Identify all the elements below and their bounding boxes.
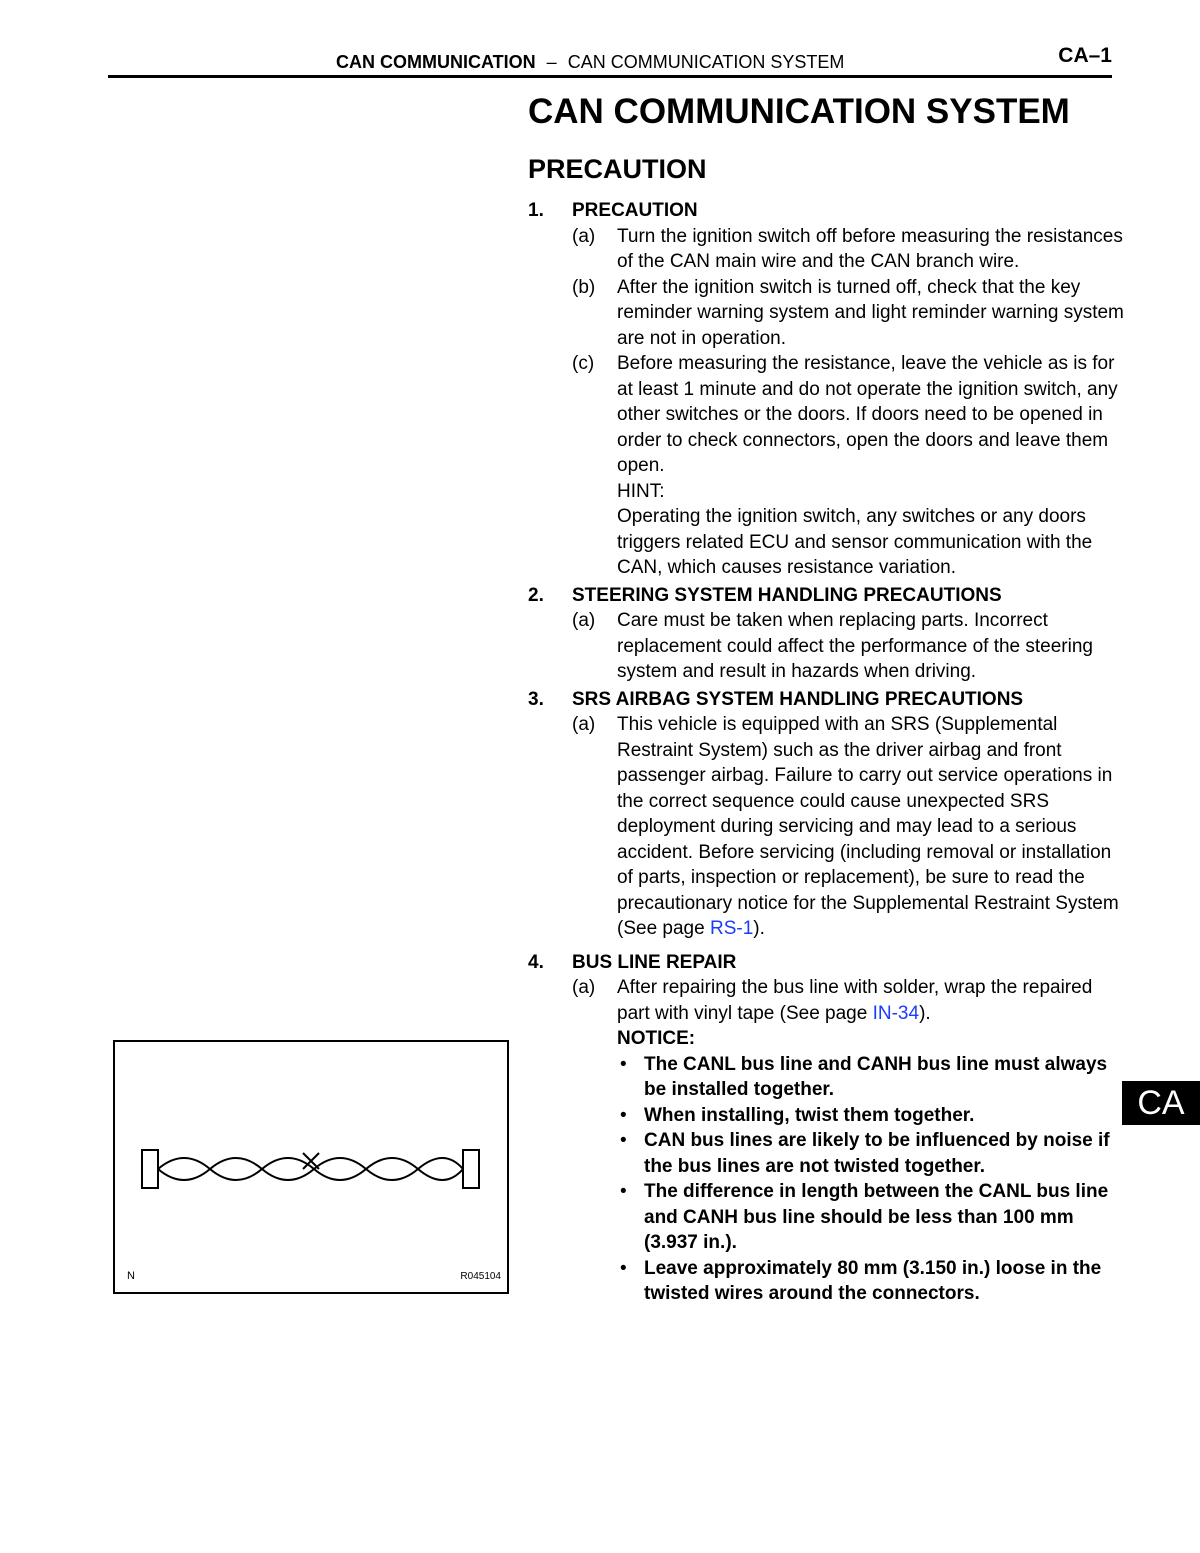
page-title: CAN COMMUNICATION SYSTEM xyxy=(528,92,1070,131)
item-marker: (a) xyxy=(572,225,596,247)
list-item xyxy=(528,224,1128,275)
item-marker: (a) xyxy=(572,714,596,735)
list-item xyxy=(528,275,1128,352)
twisted-wire-drawing xyxy=(115,1042,507,1292)
bullet-icon: • xyxy=(620,1181,627,1202)
bullet-icon: • xyxy=(620,1053,627,1075)
figure-corner-label: N xyxy=(127,1270,135,1282)
section-heading xyxy=(528,583,1128,609)
page-header xyxy=(108,40,1112,78)
section-number: 2. xyxy=(528,584,544,606)
item-text: Turn the ignition switch off before measuring the resistances of the CAN main wire and the CAN branch wire. xyxy=(617,225,1123,272)
notice-bullet xyxy=(528,1052,1128,1103)
notice-bullet xyxy=(528,1256,1128,1307)
section-title: STEERING SYSTEM HANDLING PRECAUTIONS xyxy=(572,584,1002,606)
section-number: 1. xyxy=(528,200,544,221)
hint-label: HINT: xyxy=(617,480,665,502)
header-section-bold: CAN COMMUNICATION xyxy=(336,52,536,72)
running-header xyxy=(336,52,844,73)
section-number: 4. xyxy=(528,951,544,973)
section-heading xyxy=(528,198,1128,224)
notice-bullet xyxy=(528,1179,1128,1256)
bullet-icon: • xyxy=(620,1104,627,1126)
connector-left-icon xyxy=(142,1150,158,1188)
figure-id: R045104 xyxy=(460,1271,501,1282)
item-text: Care must be taken when replacing parts. Incorrect replacement could affect the performance of the steering system and result in hazards when driving. xyxy=(617,610,1093,682)
page-link-rs-1[interactable]: RS-1 xyxy=(709,918,754,939)
header-section-rest: CAN COMMUNICATION SYSTEM xyxy=(567,52,845,72)
section-title: PRECAUTION xyxy=(572,200,698,221)
notice-bullet xyxy=(528,1128,1128,1179)
section-steering xyxy=(528,583,1128,685)
twisted-wire-figure xyxy=(113,1040,509,1294)
list-item xyxy=(528,712,1128,942)
item-marker: (c) xyxy=(572,353,595,374)
section-srs-airbag xyxy=(528,687,1128,942)
hint-text: Operating the ignition switch, any switches or any doors triggers related ECU and sensor communication with the CAN, which causes resistance variation. xyxy=(617,506,1093,578)
item-text-end: ). xyxy=(919,1002,931,1024)
list-item xyxy=(528,351,1128,479)
section-title: BUS LINE REPAIR xyxy=(572,951,737,973)
page-subtitle: PRECAUTION xyxy=(528,154,707,184)
bullet-text: The difference in length between the CANL bus line and CANH bus line should be less than 100 mm (3.937 in.). xyxy=(644,1181,1109,1253)
notice-label: NOTICE: xyxy=(617,1028,696,1049)
item-text: After repairing the bus line with solder, wrap the repaired part with vinyl tape (See page xyxy=(617,977,1093,1024)
main-content xyxy=(528,90,1128,1307)
connector-right-icon xyxy=(463,1150,479,1188)
item-text: After the ignition switch is turned off, check that the key reminder warning system and light reminder warning system are not in operation. xyxy=(617,276,1124,349)
item-text: Before measuring the resistance, leave the vehicle as is for at least 1 minute and do not operate the ignition switch, any other switches or the doors. If doors need to be opened in order to check connectors, open the doors and leave them open. xyxy=(617,353,1118,476)
page-link-in-34[interactable]: IN-34 xyxy=(872,1002,920,1024)
item-text: This vehicle is equipped with an SRS (Supplemental Restraint System) such as the driver airbag and front passenger airbag. Failure to carry out service operations in the correct sequence could cause unexpected SRS deployment during servicing and may lead to a serious accident. Before servicing (including removal or installation of parts, inspection or replacement), be sure to read the precautionary notice for the Supplemental Restraint System (See page xyxy=(617,714,1119,939)
section-number: 3. xyxy=(528,688,544,710)
notice-bullet xyxy=(528,1103,1128,1129)
item-marker: (a) xyxy=(572,610,596,631)
section-bus-line-repair xyxy=(528,950,1128,1307)
item-text-end: ). xyxy=(753,918,765,939)
bullet-icon: • xyxy=(620,1257,627,1279)
item-marker: (a) xyxy=(572,977,596,998)
section-heading xyxy=(528,950,1128,976)
bullet-text: CAN bus lines are likely to be influenced by noise if the bus lines are not twisted together. xyxy=(644,1130,1110,1177)
section-heading xyxy=(528,687,1128,713)
page-number: CA–1 xyxy=(1058,44,1112,67)
section-title: SRS AIRBAG SYSTEM HANDLING PRECAUTIONS xyxy=(572,688,1024,710)
item-marker: (b) xyxy=(572,276,596,298)
bullet-icon: • xyxy=(620,1130,627,1151)
header-rule xyxy=(108,75,1112,78)
section-precaution xyxy=(528,198,1128,581)
bullet-text: Leave approximately 80 mm (3.150 in.) loose in the twisted wires around the connectors. xyxy=(644,1257,1102,1304)
bullet-text: The CANL bus line and CANH bus line must always be installed together. xyxy=(644,1053,1108,1100)
list-item xyxy=(528,975,1128,1026)
section-tab: CA xyxy=(1122,1081,1200,1125)
header-separator: – xyxy=(546,52,557,72)
bullet-text: When installing, twist them together. xyxy=(644,1104,975,1126)
list-item xyxy=(528,608,1128,685)
